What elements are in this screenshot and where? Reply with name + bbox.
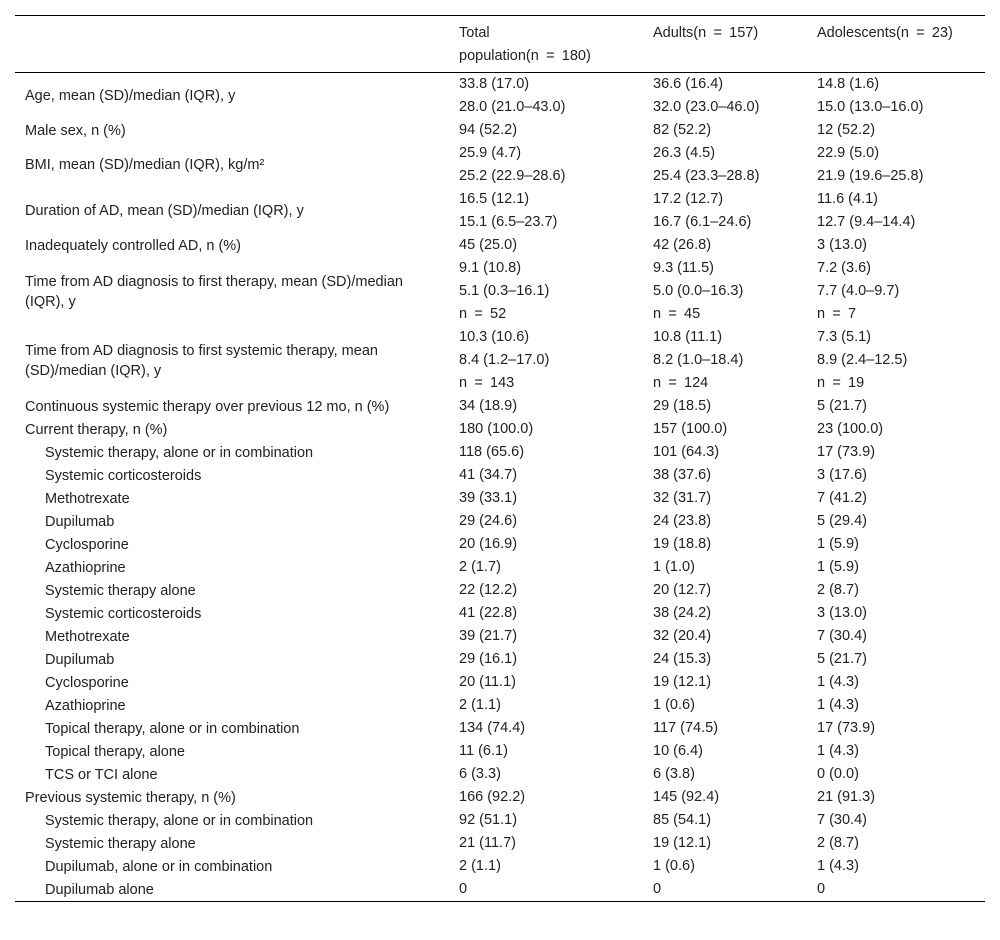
cell-value: 1 (4.3): [817, 674, 859, 690]
cell-value: 5 (29.4): [817, 513, 867, 529]
cell-value: 20 (11.1): [459, 674, 516, 690]
cell-total: [449, 533, 643, 556]
cell-total: [449, 510, 643, 533]
cell-value: 22.9 (5.0): [817, 145, 880, 161]
cell-value: 101 (64.3): [653, 444, 720, 460]
row-label: [15, 418, 449, 441]
cell-adults: [643, 556, 807, 579]
cell-value: 25.4 (23.3–28.8): [653, 168, 760, 184]
cell-adults: [643, 602, 807, 625]
cell-total: [449, 694, 643, 717]
cell-value: 29 (24.6): [459, 513, 518, 529]
cell-total: [449, 878, 643, 902]
header-total-line1: Total: [459, 25, 490, 41]
row-label: [15, 717, 449, 740]
row-label: [15, 832, 449, 855]
cell-value: 1 (4.3): [817, 743, 859, 759]
cell-value: 7.7 (4.0–9.7): [817, 283, 900, 299]
cell-total: [449, 234, 643, 257]
row-label: [15, 257, 449, 326]
header-empty: [15, 16, 449, 73]
table-row: [15, 648, 985, 671]
cell-total: [449, 832, 643, 855]
cell-value: 1 (1.0): [653, 559, 695, 575]
cell-value: 5 (21.7): [817, 651, 867, 667]
cell-total: [449, 257, 643, 326]
cell-value: 38 (24.2): [653, 605, 712, 621]
row-label-text: Dupilumab: [45, 651, 115, 668]
cell-adolescents: [807, 786, 985, 809]
cell-value: 166 (92.2): [459, 789, 526, 805]
cell-adults: [643, 73, 807, 120]
cell-adults: [643, 234, 807, 257]
cell-total: [449, 188, 643, 234]
cell-adults: [643, 579, 807, 602]
row-label-text: Current therapy, n (%): [25, 421, 168, 438]
cell-value: 2 (1.7): [459, 559, 501, 575]
row-label: [15, 464, 449, 487]
cell-value: 41 (22.8): [459, 605, 518, 621]
row-label: [15, 487, 449, 510]
row-label: [15, 556, 449, 579]
cell-total: [449, 142, 643, 188]
cell-value: n = 7: [817, 306, 857, 322]
cell-value: 32.0 (23.0–46.0): [653, 99, 760, 115]
row-label-text: Dupilumab: [45, 513, 115, 530]
cell-value: 39 (21.7): [459, 628, 518, 644]
cell-value: 5.0 (0.0–16.3): [653, 283, 744, 299]
cell-value: 6 (3.8): [653, 766, 695, 782]
header-adults: Adults(n = 157): [653, 25, 759, 41]
row-label: [15, 119, 449, 142]
cell-value: 12.7 (9.4–14.4): [817, 214, 916, 230]
row-label-text: Dupilumab, alone or in combination: [45, 858, 273, 875]
cell-adolescents: [807, 441, 985, 464]
row-label: [15, 694, 449, 717]
cell-value: 19 (12.1): [653, 674, 712, 690]
cell-value: 16.5 (12.1): [459, 191, 530, 207]
row-label: [15, 73, 449, 120]
cell-value: 7 (30.4): [817, 628, 867, 644]
row-label-text: Systemic therapy, alone or in combination: [45, 812, 314, 829]
cell-value: 14.8 (1.6): [817, 76, 880, 92]
cell-adults: [643, 786, 807, 809]
cell-adults: [643, 119, 807, 142]
cell-value: 5.1 (0.3–16.1): [459, 283, 550, 299]
table-row: [15, 487, 985, 510]
table-row: [15, 119, 985, 142]
cell-value: 6 (3.3): [459, 766, 501, 782]
table-row: [15, 556, 985, 579]
cell-adults: [643, 878, 807, 902]
cell-value: n = 143: [459, 375, 515, 391]
table-row: [15, 740, 985, 763]
cell-value: 19 (12.1): [653, 835, 712, 851]
cell-value: 33.8 (17.0): [459, 76, 530, 92]
cell-value: 3 (13.0): [817, 237, 867, 253]
cell-adolescents: [807, 142, 985, 188]
cell-value: 32 (31.7): [653, 490, 712, 506]
cell-value: 24 (15.3): [653, 651, 712, 667]
cell-adolescents: [807, 648, 985, 671]
cell-value: 34 (18.9): [459, 398, 518, 414]
cell-adults: [643, 257, 807, 326]
row-label-text: Systemic therapy, alone or in combination: [45, 444, 314, 461]
cell-adults: [643, 326, 807, 395]
cell-value: 20 (16.9): [459, 536, 518, 552]
cell-adolescents: [807, 579, 985, 602]
row-label: [15, 625, 449, 648]
table-row: [15, 142, 985, 188]
table-container: [15, 15, 985, 902]
cell-total: [449, 464, 643, 487]
table-row: [15, 395, 985, 418]
cell-value: 1 (5.9): [817, 559, 859, 575]
cell-adolescents: [807, 234, 985, 257]
header-adolescents: Adolescents(n = 23): [817, 25, 953, 41]
cell-adolescents: [807, 878, 985, 902]
cell-value: 21 (91.3): [817, 789, 876, 805]
cell-value: 38 (37.6): [653, 467, 712, 483]
cell-adults: [643, 441, 807, 464]
row-label-text: Methotrexate: [45, 628, 130, 645]
row-label-text: Continuous systemic therapy over previous 12 mo, n (%): [25, 398, 390, 415]
cell-value: 32 (20.4): [653, 628, 712, 644]
table-row: [15, 464, 985, 487]
cell-total: [449, 648, 643, 671]
cell-value: 82 (52.2): [653, 122, 712, 138]
table-header-row: [15, 16, 985, 73]
row-label: [15, 510, 449, 533]
cell-value: 29 (16.1): [459, 651, 518, 667]
cell-adolescents: [807, 809, 985, 832]
cell-value: 94 (52.2): [459, 122, 518, 138]
cell-adults: [643, 855, 807, 878]
cell-value: 2 (8.7): [817, 835, 859, 851]
cell-value: 36.6 (16.4): [653, 76, 724, 92]
cell-value: 134 (74.4): [459, 720, 526, 736]
cell-adolescents: [807, 418, 985, 441]
row-label: [15, 855, 449, 878]
cell-total: [449, 326, 643, 395]
row-label-text: Systemic therapy alone: [45, 835, 196, 852]
cell-value: 0: [653, 881, 662, 897]
cell-adolescents: [807, 73, 985, 120]
cell-value: 11.6 (4.1): [817, 191, 878, 207]
table-row: [15, 855, 985, 878]
cell-value: 25.2 (22.9–28.6): [459, 168, 566, 184]
cell-value: 0 (0.0): [817, 766, 859, 782]
table-row: [15, 234, 985, 257]
row-label: [15, 763, 449, 786]
cell-adolescents: [807, 464, 985, 487]
cell-adolescents: [807, 533, 985, 556]
table-row: [15, 510, 985, 533]
cell-value: n = 45: [653, 306, 701, 322]
table-row: [15, 418, 985, 441]
cell-total: [449, 763, 643, 786]
row-label-text: Cyclosporine: [45, 536, 129, 553]
cell-adolescents: [807, 832, 985, 855]
row-label-text: TCS or TCI alone: [45, 766, 158, 783]
row-label-text: Duration of AD, mean (SD)/median (IQR), y: [25, 203, 304, 219]
row-label-text: Male sex, n (%): [25, 122, 126, 139]
cell-value: 157 (100.0): [653, 421, 728, 437]
cell-adults: [643, 487, 807, 510]
row-label: [15, 648, 449, 671]
cell-adults: [643, 832, 807, 855]
cell-value: 2 (8.7): [817, 582, 859, 598]
cell-value: 45 (25.0): [459, 237, 518, 253]
row-label-text: Topical therapy, alone: [45, 743, 185, 760]
cell-value: 0: [459, 881, 468, 897]
table-row: [15, 73, 985, 120]
cell-value: 17 (73.9): [817, 444, 876, 460]
table-row: [15, 878, 985, 902]
cell-value: 17.2 (12.7): [653, 191, 724, 207]
cell-value: 39 (33.1): [459, 490, 518, 506]
cell-value: 8.4 (1.2–17.0): [459, 352, 550, 368]
row-label: [15, 786, 449, 809]
cell-total: [449, 855, 643, 878]
cell-value: 26.3 (4.5): [653, 145, 716, 161]
cell-adolescents: [807, 602, 985, 625]
demographics-table: [15, 15, 985, 902]
row-label: [15, 326, 449, 395]
cell-total: [449, 418, 643, 441]
cell-total: [449, 740, 643, 763]
row-label-text: Time from AD diagnosis to first systemic therapy, mean (SD)/median (IQR), y: [25, 342, 378, 379]
row-label-text: Time from AD diagnosis to first therapy, mean (SD)/median (IQR), y: [25, 273, 403, 310]
cell-value: 118 (65.6): [459, 444, 525, 460]
cell-value: 41 (34.7): [459, 467, 518, 483]
row-label-text: Systemic corticosteroids: [45, 605, 202, 622]
row-label: [15, 441, 449, 464]
table-row: [15, 625, 985, 648]
cell-adults: [643, 625, 807, 648]
table-row: [15, 188, 985, 234]
cell-adolescents: [807, 740, 985, 763]
table-row: [15, 326, 985, 395]
row-label: [15, 809, 449, 832]
cell-value: 28.0 (21.0–43.0): [459, 99, 566, 115]
row-label-text: Dupilumab alone: [45, 881, 154, 898]
table-row: [15, 694, 985, 717]
table-row: [15, 257, 985, 326]
cell-total: [449, 556, 643, 579]
cell-value: 0: [817, 881, 826, 897]
cell-value: 21.9 (19.6–25.8): [817, 168, 924, 184]
cell-value: 22 (12.2): [459, 582, 518, 598]
cell-adults: [643, 671, 807, 694]
cell-total: [449, 602, 643, 625]
cell-total: [449, 119, 643, 142]
cell-value: 7.2 (3.6): [817, 260, 871, 276]
table-row: [15, 717, 985, 740]
cell-total: [449, 395, 643, 418]
cell-value: 3 (13.0): [817, 605, 867, 621]
cell-adults: [643, 763, 807, 786]
cell-adolescents: [807, 188, 985, 234]
cell-adults: [643, 648, 807, 671]
cell-adolescents: [807, 694, 985, 717]
cell-adults: [643, 717, 807, 740]
cell-adults: [643, 510, 807, 533]
cell-value: 117 (74.5): [653, 720, 719, 736]
row-label: [15, 395, 449, 418]
cell-value: 15.1 (6.5–23.7): [459, 214, 558, 230]
cell-value: 10.8 (11.1): [653, 329, 723, 345]
row-label-text: Age, mean (SD)/median (IQR), y: [25, 88, 236, 104]
cell-value: 9.3 (11.5): [653, 260, 714, 276]
row-label: [15, 740, 449, 763]
cell-total: [449, 625, 643, 648]
table-row: [15, 533, 985, 556]
table-row: [15, 602, 985, 625]
cell-value: 12 (52.2): [817, 122, 876, 138]
cell-value: n = 124: [653, 375, 709, 391]
cell-adults: [643, 533, 807, 556]
cell-value: 8.2 (1.0–18.4): [653, 352, 744, 368]
row-label-text: Topical therapy, alone or in combination: [45, 720, 300, 737]
cell-total: [449, 786, 643, 809]
cell-adults: [643, 694, 807, 717]
cell-total: [449, 717, 643, 740]
cell-value: 9.1 (10.8): [459, 260, 522, 276]
row-label-text: Azathioprine: [45, 697, 126, 714]
cell-value: 11 (6.1): [459, 743, 508, 759]
cell-value: 7.3 (5.1): [817, 329, 871, 345]
cell-value: 1 (5.9): [817, 536, 859, 552]
cell-total: [449, 73, 643, 120]
cell-value: 92 (51.1): [459, 812, 518, 828]
cell-value: 19 (18.8): [653, 536, 712, 552]
cell-value: 10.3 (10.6): [459, 329, 530, 345]
table-row: [15, 786, 985, 809]
cell-value: 29 (18.5): [653, 398, 712, 414]
table-row: [15, 579, 985, 602]
cell-value: 24 (23.8): [653, 513, 712, 529]
row-label-text: Previous systemic therapy, n (%): [25, 789, 236, 806]
cell-adolescents: [807, 625, 985, 648]
cell-value: 23 (100.0): [817, 421, 884, 437]
cell-total: [449, 579, 643, 602]
row-label-text: Systemic corticosteroids: [45, 467, 202, 484]
cell-adolescents: [807, 763, 985, 786]
cell-value: 1 (0.6): [653, 697, 695, 713]
cell-total: [449, 671, 643, 694]
row-label-text: Inadequately controlled AD, n (%): [25, 237, 242, 254]
cell-value: 1 (4.3): [817, 697, 859, 713]
header-total-population: [449, 16, 643, 73]
cell-total: [449, 487, 643, 510]
cell-value: 20 (12.7): [653, 582, 712, 598]
table-row: [15, 671, 985, 694]
header-total-line2: population(n = 180): [459, 48, 591, 64]
row-label: [15, 188, 449, 234]
cell-value: 5 (21.7): [817, 398, 867, 414]
cell-adolescents: [807, 717, 985, 740]
cell-adults: [643, 418, 807, 441]
cell-adolescents: [807, 487, 985, 510]
cell-adults: [643, 809, 807, 832]
cell-value: 15.0 (13.0–16.0): [817, 99, 924, 115]
cell-adolescents: [807, 257, 985, 326]
row-label: [15, 579, 449, 602]
table-row: [15, 441, 985, 464]
cell-value: 2 (1.1): [459, 697, 501, 713]
cell-adults: [643, 395, 807, 418]
cell-value: 7 (30.4): [817, 812, 867, 828]
cell-value: 10 (6.4): [653, 743, 703, 759]
table-body: [15, 73, 985, 902]
cell-value: n = 19: [817, 375, 865, 391]
row-label-text: BMI, mean (SD)/median (IQR), kg/m²: [25, 157, 265, 173]
cell-value: 7 (41.2): [817, 490, 867, 506]
cell-value: 1 (4.3): [817, 858, 859, 874]
table-row: [15, 763, 985, 786]
row-label: [15, 878, 449, 902]
row-label-text: Azathioprine: [45, 559, 126, 576]
cell-adults: [643, 188, 807, 234]
cell-adults: [643, 464, 807, 487]
row-label-text: Cyclosporine: [45, 674, 129, 691]
cell-value: 3 (17.6): [817, 467, 867, 483]
cell-value: 145 (92.4): [653, 789, 720, 805]
cell-value: 17 (73.9): [817, 720, 876, 736]
cell-adolescents: [807, 510, 985, 533]
cell-adolescents: [807, 119, 985, 142]
cell-value: 42 (26.8): [653, 237, 712, 253]
cell-total: [449, 809, 643, 832]
cell-value: 180 (100.0): [459, 421, 534, 437]
row-label-text: Systemic therapy alone: [45, 582, 196, 599]
row-label: [15, 234, 449, 257]
cell-adults: [643, 740, 807, 763]
cell-value: 16.7 (6.1–24.6): [653, 214, 752, 230]
cell-adolescents: [807, 395, 985, 418]
cell-value: 8.9 (2.4–12.5): [817, 352, 908, 368]
cell-total: [449, 441, 643, 464]
cell-value: 85 (54.1): [653, 812, 712, 828]
table-row: [15, 809, 985, 832]
cell-value: 2 (1.1): [459, 858, 501, 874]
row-label: [15, 142, 449, 188]
cell-value: 21 (11.7): [459, 835, 516, 851]
cell-value: 1 (0.6): [653, 858, 695, 874]
cell-adults: [643, 142, 807, 188]
row-label: [15, 602, 449, 625]
row-label: [15, 671, 449, 694]
cell-value: 25.9 (4.7): [459, 145, 522, 161]
row-label-text: Methotrexate: [45, 490, 130, 507]
cell-value: n = 52: [459, 306, 507, 322]
cell-adolescents: [807, 671, 985, 694]
cell-adolescents: [807, 556, 985, 579]
cell-adolescents: [807, 855, 985, 878]
cell-adolescents: [807, 326, 985, 395]
table-row: [15, 832, 985, 855]
row-label: [15, 533, 449, 556]
